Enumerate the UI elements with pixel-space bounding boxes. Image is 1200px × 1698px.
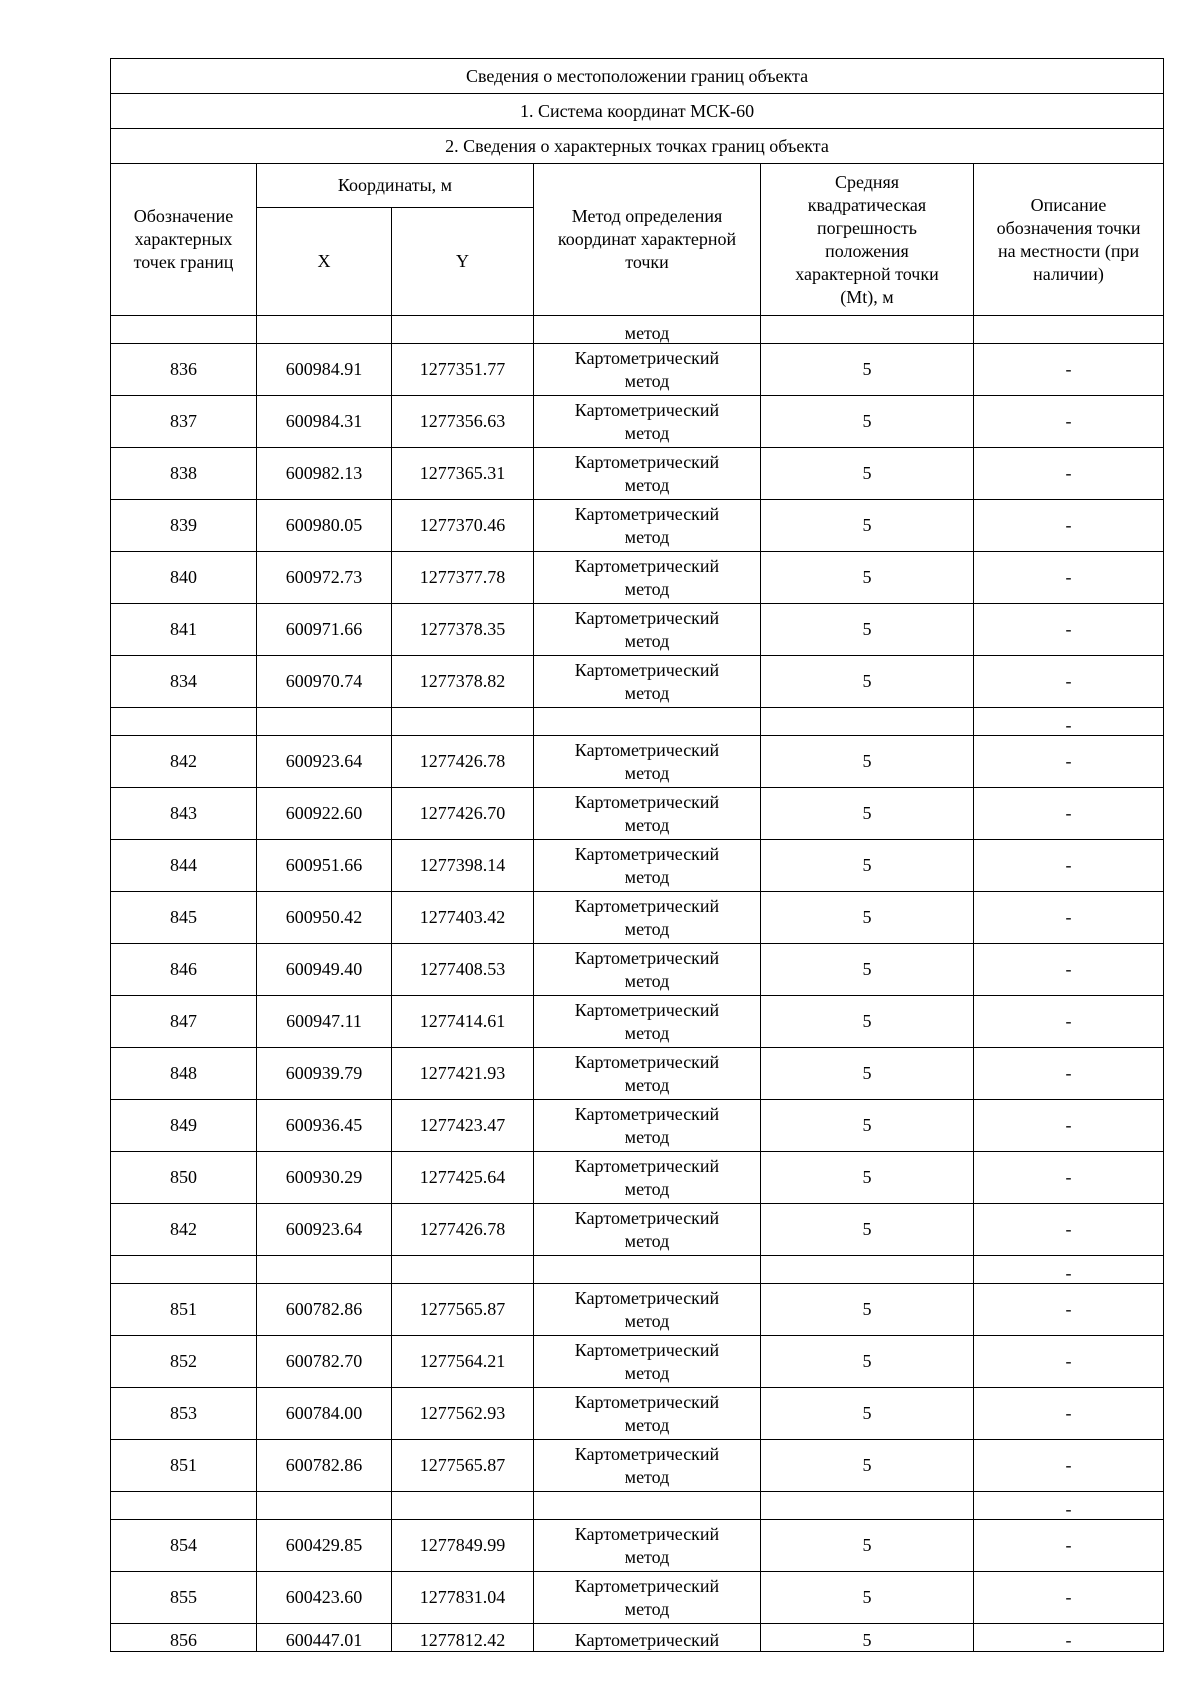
cell-x: 600982.13 — [257, 448, 392, 500]
cell-x: 600939.79 — [257, 1048, 392, 1100]
table-row — [111, 1624, 1164, 1652]
cell-error: 5 — [761, 604, 974, 656]
cell-x: 600784.00 — [257, 1388, 392, 1440]
cell-y: 1277398.14 — [392, 840, 534, 892]
header-coordinates: Координаты, м — [257, 164, 534, 208]
cell-point-number: 849 — [111, 1100, 257, 1152]
cell-x: 600947.11 — [257, 996, 392, 1048]
cell-point-number — [111, 1256, 257, 1284]
cell-y: 1277562.93 — [392, 1388, 534, 1440]
cell-description: - — [974, 1204, 1164, 1256]
cell-method: Картометрический метод — [534, 892, 761, 944]
cell-y: 1277565.87 — [392, 1440, 534, 1492]
cell-method: Картометрический метод — [534, 996, 761, 1048]
table-row — [111, 1152, 1164, 1204]
cell-y: 1277356.63 — [392, 396, 534, 448]
header-error: Средняя квадратическая погрешность положения характерной точки (Mt), м — [761, 164, 974, 316]
cell-description: - — [974, 1624, 1164, 1652]
cell-error: 5 — [761, 396, 974, 448]
cell-error: 5 — [761, 996, 974, 1048]
cell-method: Картометрический метод — [534, 604, 761, 656]
cell-error: 5 — [761, 448, 974, 500]
cell-method: Картометрический метод — [534, 1572, 761, 1624]
cell-y: 1277408.53 — [392, 944, 534, 996]
cell-point-number: 836 — [111, 344, 257, 396]
cell-description: - — [974, 708, 1164, 736]
cell-x: 600984.91 — [257, 344, 392, 396]
cell-x — [257, 708, 392, 736]
cell-x: 600923.64 — [257, 736, 392, 788]
table-row — [111, 1204, 1164, 1256]
cell-y: 1277403.42 — [392, 892, 534, 944]
cell-y: 1277831.04 — [392, 1572, 534, 1624]
cell-method: Картометрический метод — [534, 1440, 761, 1492]
header-method: Метод определения координат характерной точки — [534, 164, 761, 316]
cell-method — [534, 1256, 761, 1284]
cell-point-number: 834 — [111, 656, 257, 708]
cell-x: 600972.73 — [257, 552, 392, 604]
cell-x: 600423.60 — [257, 1572, 392, 1624]
cell-method — [534, 708, 761, 736]
cell-method: Картометрический метод — [534, 1520, 761, 1572]
cell-point-number: 841 — [111, 604, 257, 656]
cell-point-number: 839 — [111, 500, 257, 552]
cell-method: Картометрический метод — [534, 1336, 761, 1388]
cell-error: 5 — [761, 500, 974, 552]
cell-error: 5 — [761, 840, 974, 892]
cell-point-number: 844 — [111, 840, 257, 892]
cell-description: - — [974, 500, 1164, 552]
cell-point-number: 852 — [111, 1336, 257, 1388]
cell-description: - — [974, 1284, 1164, 1336]
cell-x: 600930.29 — [257, 1152, 392, 1204]
cell-y: 1277377.78 — [392, 552, 534, 604]
cell-error: 5 — [761, 1048, 974, 1100]
table-title: Сведения о местоположении границ объекта — [111, 59, 1164, 94]
separator-row — [111, 1492, 1164, 1520]
continuation-method: метод — [534, 316, 761, 344]
cell-x: 600923.64 — [257, 1204, 392, 1256]
cell-method: Картометрический метод — [534, 1284, 761, 1336]
cell-x: 600984.31 — [257, 396, 392, 448]
cell-y: 1277370.46 — [392, 500, 534, 552]
cell-method: Картометрический метод — [534, 1048, 761, 1100]
cell-description: - — [974, 996, 1164, 1048]
cell-description: - — [974, 1492, 1164, 1520]
table-row — [111, 736, 1164, 788]
cell-x: 600936.45 — [257, 1100, 392, 1152]
table-row — [111, 656, 1164, 708]
table-row — [111, 1100, 1164, 1152]
header-designation: Обозначение характерных точек границ — [111, 164, 257, 316]
header-description: Описание обозначения точки на местности (при наличии) — [974, 164, 1164, 316]
cell-method: Картометрический метод — [534, 552, 761, 604]
cell-description: - — [974, 604, 1164, 656]
cell-description: - — [974, 1048, 1164, 1100]
cell-point-number: 842 — [111, 1204, 257, 1256]
cell-error: 5 — [761, 1284, 974, 1336]
cell-y: 1277423.47 — [392, 1100, 534, 1152]
cell-description: - — [974, 788, 1164, 840]
cell-description: - — [974, 1336, 1164, 1388]
coordinate-system-title: 1. Система координат МСК-60 — [111, 94, 1164, 129]
cell-y — [392, 1492, 534, 1520]
cell-method: Картометрический метод — [534, 448, 761, 500]
cell-x: 600950.42 — [257, 892, 392, 944]
table-row — [111, 1572, 1164, 1624]
cell-method: Картометрический метод — [534, 840, 761, 892]
cell-method: Картометрический метод — [534, 736, 761, 788]
cell-y: 1277421.93 — [392, 1048, 534, 1100]
table-row — [111, 604, 1164, 656]
cell-y: 1277426.78 — [392, 1204, 534, 1256]
cell-method: Картометрический — [534, 1624, 761, 1652]
cell-point-number: 848 — [111, 1048, 257, 1100]
cell-method: Картометрический метод — [534, 1204, 761, 1256]
cell-error: 5 — [761, 656, 974, 708]
cell-error: 5 — [761, 1520, 974, 1572]
cell-point-number: 837 — [111, 396, 257, 448]
table-row — [111, 840, 1164, 892]
cell-x: 600951.66 — [257, 840, 392, 892]
cell-error: 5 — [761, 552, 974, 604]
cell-method: Картометрический метод — [534, 1152, 761, 1204]
cell-y: 1277378.82 — [392, 656, 534, 708]
table-row — [111, 1336, 1164, 1388]
cell-point-number — [111, 708, 257, 736]
separator-row — [111, 1256, 1164, 1284]
cell-method — [534, 1492, 761, 1520]
cell-error: 5 — [761, 1204, 974, 1256]
cell-method: Картометрический метод — [534, 396, 761, 448]
cell-description: - — [974, 1440, 1164, 1492]
cell-point-number: 855 — [111, 1572, 257, 1624]
cell-method: Картометрический метод — [534, 1388, 761, 1440]
table-row — [111, 448, 1164, 500]
cell-error — [761, 1256, 974, 1284]
cell-description: - — [974, 448, 1164, 500]
cell-y: 1277414.61 — [392, 996, 534, 1048]
cell-point-number: 850 — [111, 1152, 257, 1204]
cell-y — [392, 1256, 534, 1284]
cell-y: 1277378.35 — [392, 604, 534, 656]
cell-method: Картометрический метод — [534, 1100, 761, 1152]
cell-point-number: 856 — [111, 1624, 257, 1652]
cell-y: 1277426.70 — [392, 788, 534, 840]
cell-y: 1277351.77 — [392, 344, 534, 396]
table-row — [111, 552, 1164, 604]
cell-method: Картометрический метод — [534, 344, 761, 396]
cell-point-number: 843 — [111, 788, 257, 840]
cell-description: - — [974, 344, 1164, 396]
cell-error: 5 — [761, 944, 974, 996]
cell-x — [257, 1256, 392, 1284]
cell-description: - — [974, 1100, 1164, 1152]
table-row — [111, 892, 1164, 944]
cell-point-number — [111, 1492, 257, 1520]
cell-x: 600980.05 — [257, 500, 392, 552]
cell-point-number: 846 — [111, 944, 257, 996]
cell-description: - — [974, 656, 1164, 708]
cell-y — [392, 708, 534, 736]
cell-error: 5 — [761, 788, 974, 840]
cell-error: 5 — [761, 1388, 974, 1440]
cell-y: 1277812.42 — [392, 1624, 534, 1652]
cell-method: Картометрический метод — [534, 788, 761, 840]
points-section-title: 2. Сведения о характерных точках границ объекта — [111, 129, 1164, 164]
cell-y: 1277849.99 — [392, 1520, 534, 1572]
cell-point-number: 838 — [111, 448, 257, 500]
cell-method: Картометрический метод — [534, 944, 761, 996]
cell-y: 1277564.21 — [392, 1336, 534, 1388]
cell-description: - — [974, 840, 1164, 892]
cell-x: 600949.40 — [257, 944, 392, 996]
cell-description: - — [974, 892, 1164, 944]
table-row — [111, 1048, 1164, 1100]
table-row — [111, 788, 1164, 840]
cell-description: - — [974, 1520, 1164, 1572]
cell-x: 600971.66 — [257, 604, 392, 656]
table-row — [111, 1520, 1164, 1572]
cell-error — [761, 708, 974, 736]
cell-description: - — [974, 736, 1164, 788]
cell-description: - — [974, 396, 1164, 448]
cell-point-number: 845 — [111, 892, 257, 944]
continuation-row — [111, 316, 1164, 344]
cell-x: 600782.86 — [257, 1440, 392, 1492]
cell-description: - — [974, 944, 1164, 996]
cell-y: 1277565.87 — [392, 1284, 534, 1336]
cell-description: - — [974, 1152, 1164, 1204]
table-row — [111, 944, 1164, 996]
cell-y: 1277365.31 — [392, 448, 534, 500]
header-x: X — [257, 208, 392, 316]
table-row — [111, 1388, 1164, 1440]
cell-error: 5 — [761, 1336, 974, 1388]
cell-description: - — [974, 1572, 1164, 1624]
cell-point-number: 851 — [111, 1284, 257, 1336]
cell-y: 1277425.64 — [392, 1152, 534, 1204]
cell-x: 600782.86 — [257, 1284, 392, 1336]
cell-x: 600429.85 — [257, 1520, 392, 1572]
table-row — [111, 1284, 1164, 1336]
cell-error: 5 — [761, 1100, 974, 1152]
cell-error — [761, 1492, 974, 1520]
cell-point-number: 842 — [111, 736, 257, 788]
cell-point-number: 847 — [111, 996, 257, 1048]
cell-description: - — [974, 1388, 1164, 1440]
table-row — [111, 344, 1164, 396]
cell-method: Картометрический метод — [534, 500, 761, 552]
boundary-points-table — [110, 58, 1164, 1652]
cell-error: 5 — [761, 736, 974, 788]
cell-x: 600447.01 — [257, 1624, 392, 1652]
cell-error: 5 — [761, 344, 974, 396]
table-row — [111, 996, 1164, 1048]
cell-error: 5 — [761, 1572, 974, 1624]
cell-x: 600782.70 — [257, 1336, 392, 1388]
cell-error: 5 — [761, 1624, 974, 1652]
table-row — [111, 1440, 1164, 1492]
cell-point-number: 840 — [111, 552, 257, 604]
table-row — [111, 396, 1164, 448]
cell-method: Картометрический метод — [534, 656, 761, 708]
cell-y: 1277426.78 — [392, 736, 534, 788]
cell-point-number: 853 — [111, 1388, 257, 1440]
cell-error: 5 — [761, 1440, 974, 1492]
header-y: Y — [392, 208, 534, 316]
cell-x: 600922.60 — [257, 788, 392, 840]
cell-point-number: 854 — [111, 1520, 257, 1572]
cell-x: 600970.74 — [257, 656, 392, 708]
cell-description: - — [974, 1256, 1164, 1284]
cell-error: 5 — [761, 892, 974, 944]
cell-error: 5 — [761, 1152, 974, 1204]
separator-row — [111, 708, 1164, 736]
cell-x — [257, 1492, 392, 1520]
cell-description: - — [974, 552, 1164, 604]
cell-point-number: 851 — [111, 1440, 257, 1492]
table-row — [111, 500, 1164, 552]
